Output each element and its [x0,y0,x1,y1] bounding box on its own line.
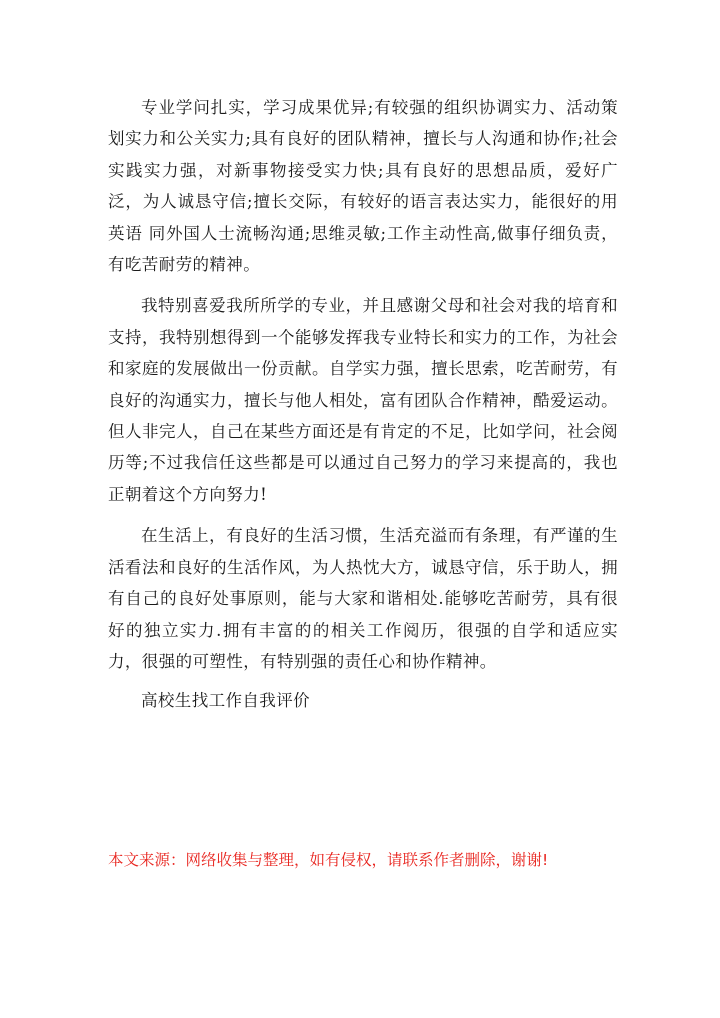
closing-title: 高校生找工作自我评价 [141,691,310,711]
document-body [108,92,618,717]
source-disclaimer: 本文来源：网络收集与整理，如有侵权，请联系作者删除，谢谢! [108,851,549,869]
paragraph-life-habits: 在生活上，有良好的生活习惯，生活充溢而有条理，有严谨的生活看法和良好的生活作风，为人热忱大方，诚恳守信，乐于助人，拥有自己的良好处事原则，能与大家和谐相处.能够吃苦耐劳，具有很好的独立实力.拥有丰富的的相关工作阅历，很强的自学和适应实力，很强的可塑性，有特别强的责任心和协作精神。 [108,526,618,671]
paragraph-love-of-major: 我特别喜爱我所所学的专业，并且感谢父母和社会对我的培育和支持，我特别想得到一个能够发挥我专业特长和实力的工作，为社会和家庭的发展做出一份贡献。自学实力强，擅长思索，吃苦耐劳，有良好的沟通实力，擅长与他人相处，富有团队合作精神，酷爱运动。但人非完人，自己在某些方面还是有肯定的不足，比如学问，社会阅历等;不过我信任这些都是可以通过自己努力的学习来提高的，我也正朝着这个方向努力! [108,296,618,504]
paragraph-professional-skills: 专业学问扎实，学习成果优异;有较强的组织协调实力、活动策划实力和公关实力;具有良好的团队精神，擅长与人沟通和协作;社会实践实力强，对新事物接受实力快;具有良好的思想品质，爱好广泛，为人诚恳守信;擅长交际，有较好的语言表达实力，能很好的用 英语 同外国人士流畅沟通;思维灵敏;工作主动性高,做事仔细负责，有吃苦耐劳的精神。 [108,98,618,275]
